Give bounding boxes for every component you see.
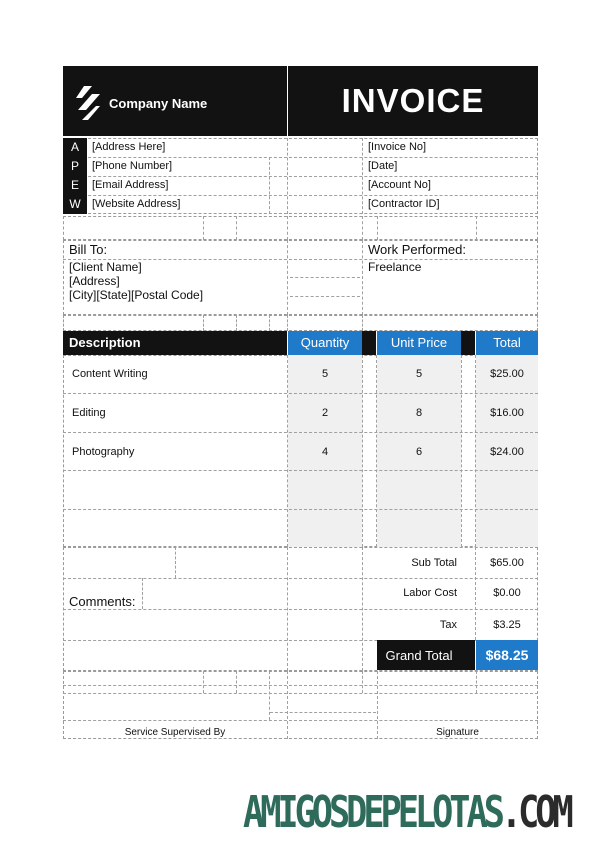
tax-value: $3.25: [493, 619, 521, 631]
description-header: Description: [63, 331, 287, 355]
table-row-total: $16.00: [490, 407, 524, 419]
watermark-part2: .COM: [500, 787, 570, 838]
sub-total-value: $65.00: [490, 557, 524, 569]
client-address: [Address]: [69, 274, 120, 288]
spacer-row: [63, 216, 538, 240]
table-row-quantity: 2: [321, 407, 329, 419]
table-row-total: $25.00: [490, 368, 524, 380]
grand-total-gap: [461, 640, 475, 670]
tax-label: Tax: [439, 619, 457, 631]
company-logo-icon: [76, 86, 100, 122]
company-name: Company Name: [109, 96, 208, 111]
contact-letter-p: P: [63, 157, 87, 176]
address-field: [Address Here]: [92, 141, 166, 153]
grand-total-value: $68.25: [485, 647, 529, 663]
contact-letter-e: E: [63, 176, 87, 195]
table-row-quantity: 5: [321, 368, 329, 380]
grand-total-value-cell: [476, 640, 538, 670]
header-gap: [362, 331, 376, 355]
contact-letter-w: W: [63, 195, 87, 214]
table-row-description: Content Writing: [72, 368, 148, 380]
work-performed-label: Work Performed:: [368, 242, 467, 257]
watermark: [243, 786, 570, 840]
header-company-block: [63, 66, 287, 136]
comments-label: Comments:: [69, 594, 136, 609]
unit-price-header: Unit Price: [377, 331, 461, 355]
table-row-quantity: 4: [321, 446, 329, 458]
labor-cost-label: Labor Cost: [403, 587, 457, 599]
account-no-field: [Account No]: [368, 179, 431, 191]
spacer-row-2: [63, 315, 538, 331]
invoice-title: INVOICE: [341, 82, 485, 119]
table-row-description: Photography: [72, 446, 135, 458]
contractor-id-field: [Contractor ID]: [368, 198, 440, 210]
watermark-part1: AMIGOSDEPELOTAS: [243, 787, 501, 838]
sub-total-label: Sub Total: [411, 557, 457, 569]
labor-cost-value: $0.00: [493, 587, 521, 599]
total-header: Total: [476, 331, 538, 355]
table-row-unit-price: 6: [415, 446, 423, 458]
email-field: [Email Address]: [92, 179, 169, 191]
work-performed-value: Freelance: [368, 260, 422, 274]
grand-total-label: Grand Total: [385, 648, 453, 663]
website-field: [Website Address]: [92, 198, 181, 210]
signature-label: Signature: [436, 727, 479, 738]
contact-letter-a: A: [63, 138, 87, 157]
header-gap-2: [461, 331, 475, 355]
service-supervised-by: Service Supervised By: [124, 727, 226, 738]
quantity-header: Quantity: [288, 331, 362, 355]
table-row-unit-price: 8: [415, 407, 423, 419]
invoice-no-field: [Invoice No]: [368, 141, 427, 153]
date-field: [Date]: [368, 160, 398, 172]
phone-field: [Phone Number]: [92, 160, 173, 172]
client-name: [Client Name]: [69, 260, 142, 274]
table-row-description: Editing: [72, 407, 106, 419]
grand-total-label-cell: [377, 640, 461, 670]
header-title-block: [288, 66, 538, 136]
table-row-total: $24.00: [490, 446, 524, 458]
bill-to-label: Bill To:: [69, 242, 108, 257]
table-row-unit-price: 5: [415, 368, 423, 380]
client-city: [City][State][Postal Code]: [69, 288, 204, 302]
